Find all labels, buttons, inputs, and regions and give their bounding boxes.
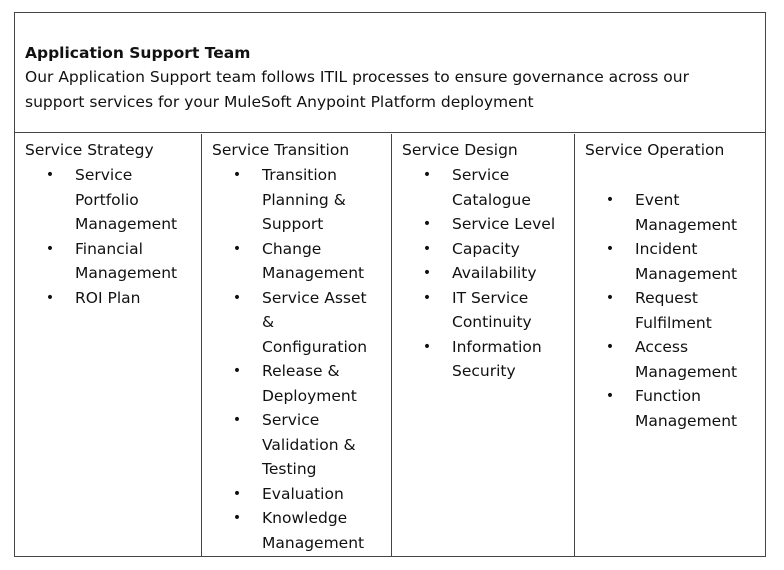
list-item-label: Knowledge Management	[262, 509, 365, 552]
bullet-icon: •	[45, 167, 55, 183]
bullet-icon: •	[232, 485, 242, 502]
column-title: Service Design	[402, 141, 518, 159]
list-item	[212, 408, 391, 482]
list-item-label: Service Catalogue	[452, 166, 531, 209]
bullet-icon: •	[605, 339, 615, 355]
item-list	[212, 163, 391, 555]
bullet-icon: •	[422, 289, 432, 306]
list-item	[212, 506, 391, 555]
bullet-icon: •	[232, 167, 242, 183]
list-item-label: Service Asset & Configuration	[262, 288, 368, 356]
list-item-label: Access Management	[635, 338, 738, 381]
list-item-label: IT Service Continuity	[452, 288, 532, 331]
list-item-label: Financial Management	[75, 239, 178, 282]
list-item	[402, 261, 574, 286]
list-item-label: Change Management	[262, 239, 365, 282]
bullet-icon: •	[232, 412, 242, 428]
bullet-icon: •	[422, 167, 432, 183]
list-item-label: Transition Planning & Support	[262, 166, 346, 233]
list-item-label: Evaluation	[262, 484, 344, 503]
list-item	[212, 237, 391, 286]
list-item-label: Information Security	[452, 337, 542, 380]
section-description: Our Application Support team follows ITIL processes to ensure governance across our support services for your MuleSoft Anypoint Platform deployment	[25, 68, 689, 111]
column-service-transition	[201, 134, 391, 556]
list-item	[25, 237, 201, 286]
list-item-label: ROI Plan	[75, 288, 141, 307]
bullet-icon: •	[45, 240, 55, 257]
list-item	[585, 188, 765, 237]
bullet-icon: •	[422, 338, 432, 355]
column-title: Service Strategy	[25, 141, 154, 159]
list-item-label: Service Validation & Testing	[262, 411, 356, 478]
list-item	[25, 163, 201, 237]
item-list	[25, 163, 201, 310]
list-item-label: Service Portfolio Management	[75, 166, 178, 233]
bullet-icon: •	[232, 510, 242, 526]
column-title: Service Transition	[212, 141, 350, 159]
bullet-icon: •	[605, 388, 615, 404]
column-service-strategy	[15, 134, 201, 556]
bullet-icon: •	[232, 289, 242, 306]
bullet-icon: •	[422, 265, 432, 281]
list-item	[585, 237, 765, 286]
list-item-label: Release & Deployment	[262, 362, 357, 405]
list-item	[585, 335, 765, 384]
list-item	[585, 286, 765, 335]
list-item	[402, 286, 574, 335]
list-item	[25, 286, 201, 311]
list-item	[212, 482, 391, 507]
list-item-label: Capacity	[452, 239, 520, 258]
item-list	[402, 163, 574, 384]
list-item-label: Function Management	[635, 387, 738, 430]
list-item	[585, 384, 765, 433]
list-item	[402, 212, 574, 237]
bullet-icon: •	[605, 290, 615, 306]
column-title: Service Operation	[585, 141, 725, 159]
list-item-label: Service Level	[452, 215, 556, 233]
bullet-icon: •	[605, 241, 615, 257]
list-item-label: Incident Management	[635, 240, 738, 283]
section-title: Application Support Team	[25, 44, 251, 62]
itil-table	[14, 12, 766, 557]
bullet-icon: •	[605, 192, 615, 208]
list-item	[402, 237, 574, 262]
list-item-label: Request Fulfilment	[635, 289, 712, 332]
bullet-icon: •	[232, 240, 242, 257]
bullet-icon: •	[45, 289, 55, 306]
item-list	[585, 188, 765, 433]
list-item-label: Event Management	[635, 191, 738, 234]
column-service-design	[391, 134, 574, 556]
list-item	[402, 163, 574, 212]
bullet-icon: •	[232, 363, 242, 379]
list-item	[212, 163, 391, 237]
column-service-operation	[574, 134, 765, 556]
bullet-icon: •	[422, 240, 432, 257]
bullet-icon: •	[422, 216, 432, 232]
list-item	[402, 335, 574, 384]
list-item	[212, 359, 391, 408]
list-item	[212, 286, 391, 360]
header-cell	[15, 13, 765, 133]
list-item-label: Availability	[452, 264, 537, 282]
